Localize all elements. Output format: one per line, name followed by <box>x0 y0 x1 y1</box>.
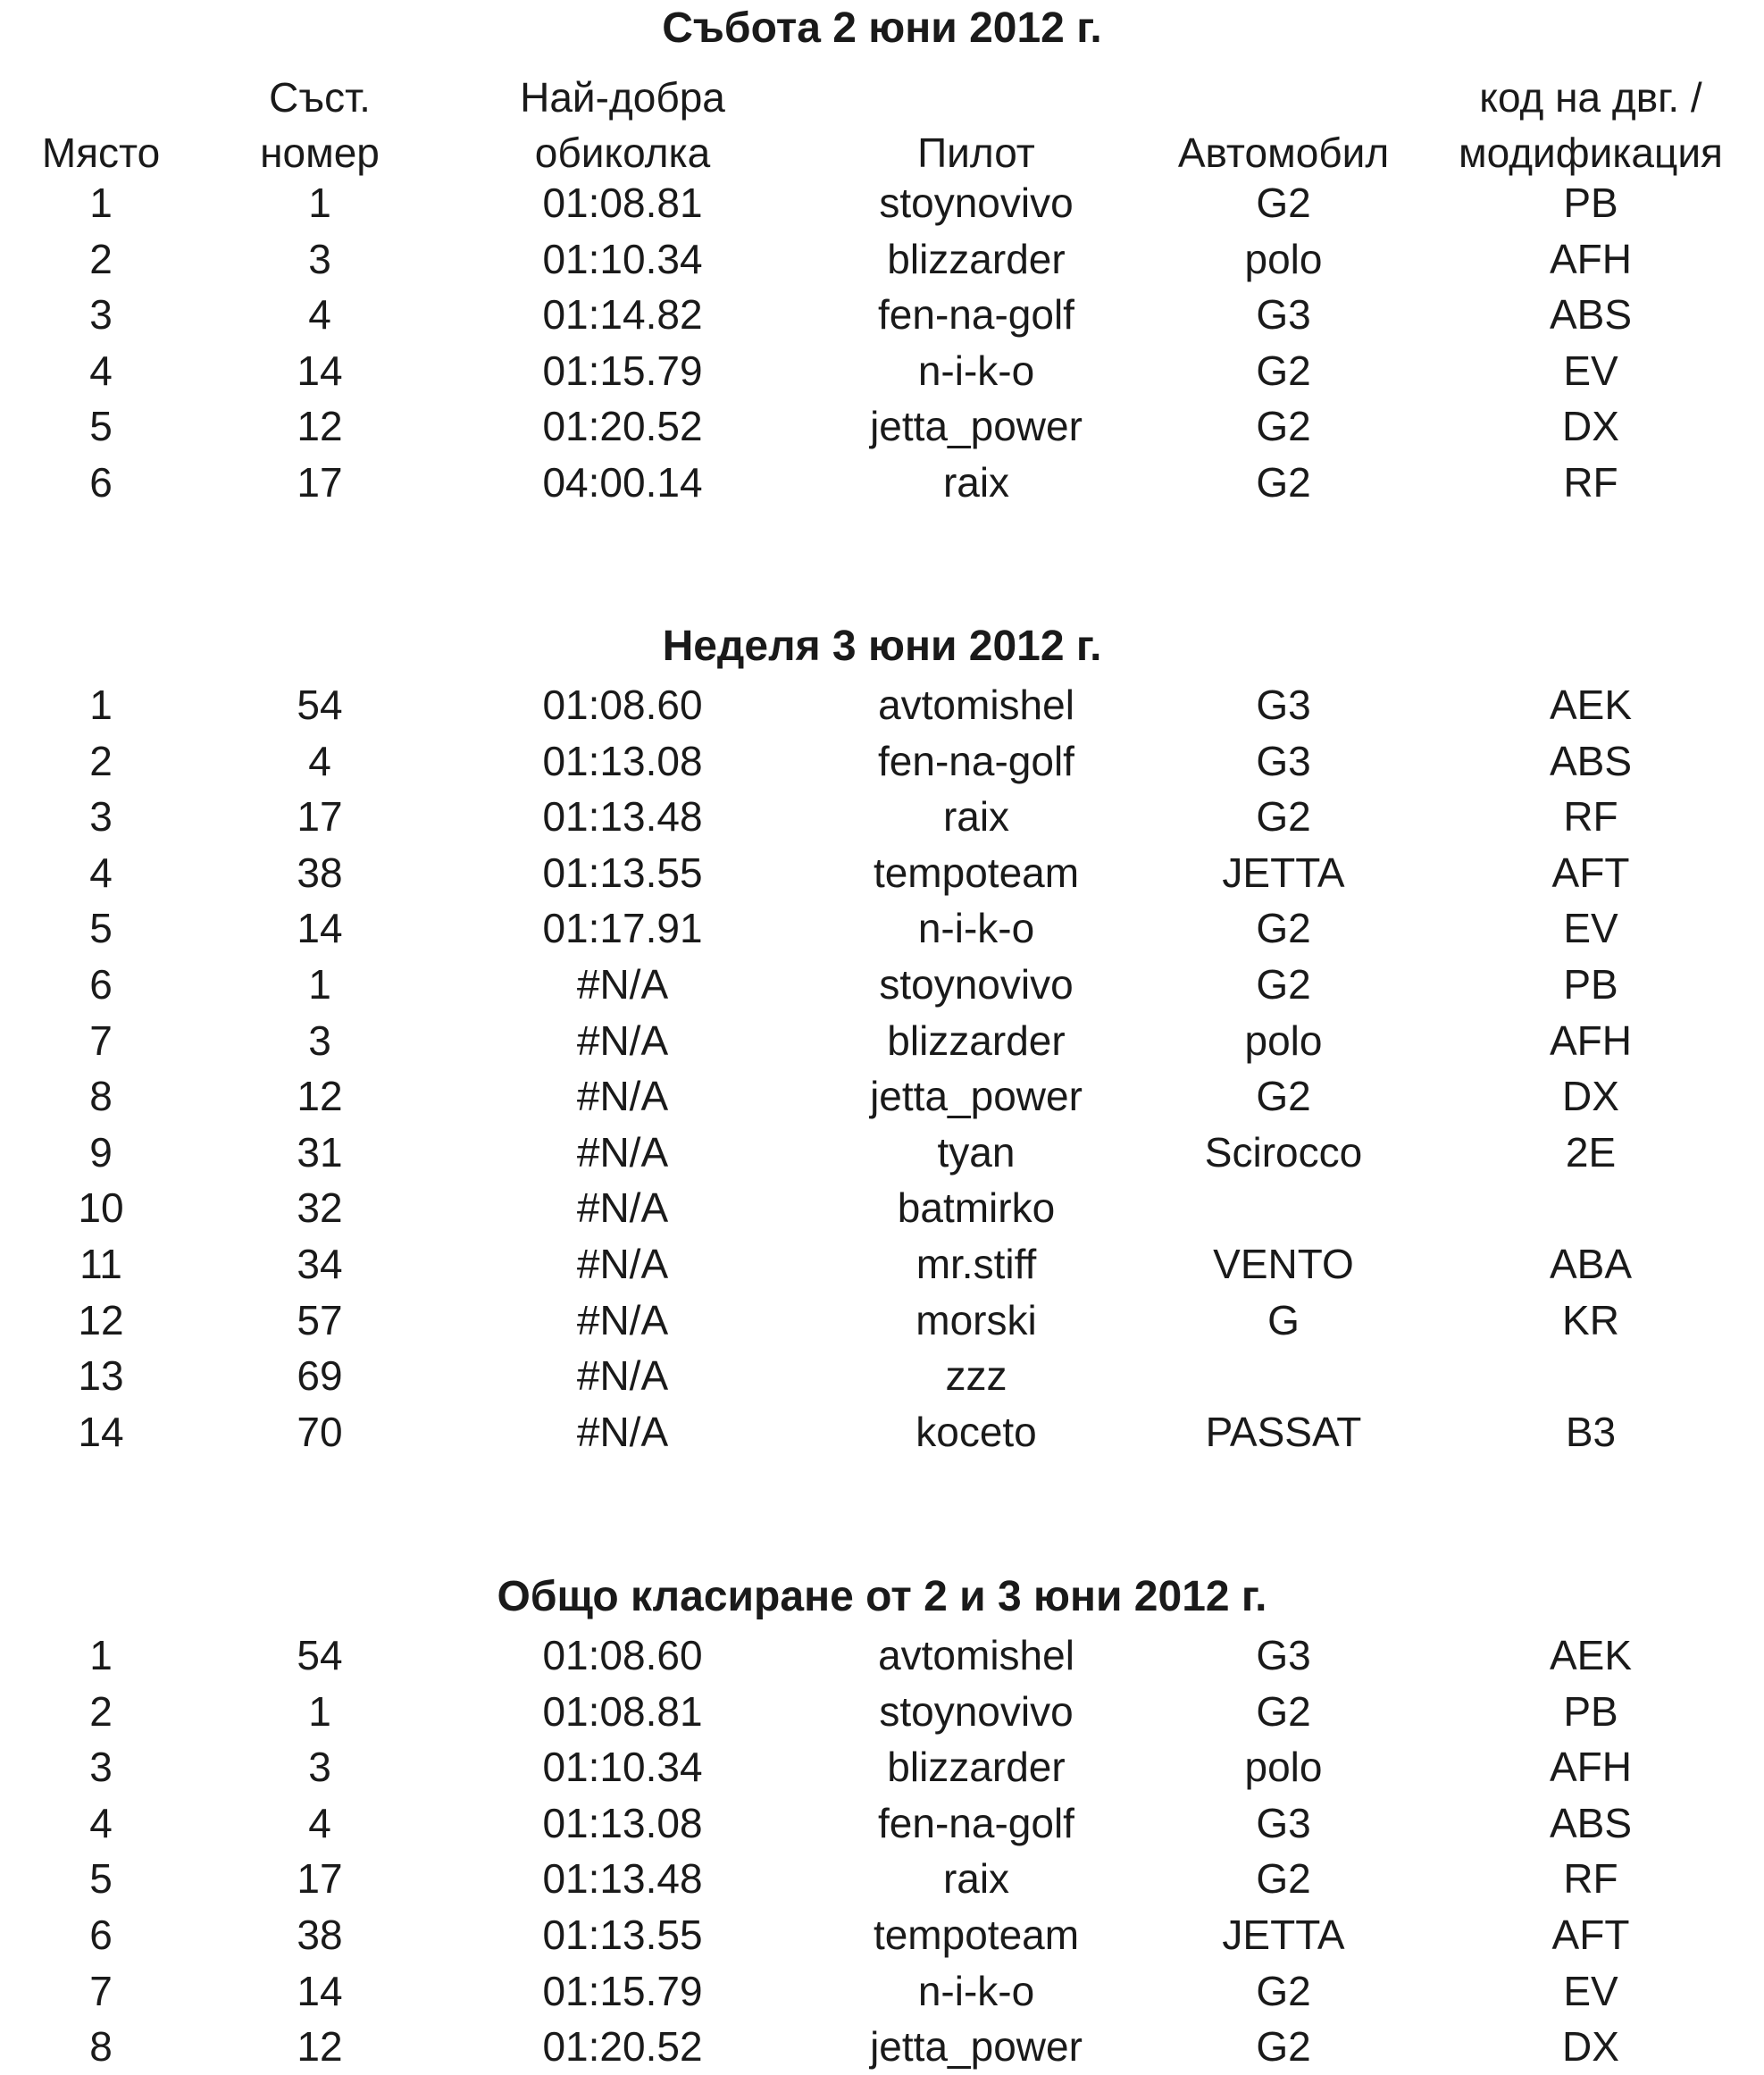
table-row <box>0 231 1764 288</box>
car-cell: JETTA <box>1222 1911 1345 1958</box>
best-lap-cell: 01:10.34 <box>542 235 703 282</box>
column-headers <box>0 68 1764 180</box>
car-cell: G2 <box>1256 180 1311 226</box>
number-cell: 57 <box>297 1296 343 1343</box>
driver-cell: tyan <box>937 1128 1016 1176</box>
best-lap-cell: 01:08.81 <box>542 180 703 226</box>
best-lap-cell: 01:14.82 <box>542 291 703 339</box>
number-cell: 12 <box>297 2023 343 2071</box>
car-cell: G2 <box>1256 905 1311 952</box>
car-cell: G2 <box>1256 458 1311 506</box>
table-row <box>0 677 1764 733</box>
driver-cell: mr.stiff <box>915 1240 1037 1287</box>
engine-cell: ABS <box>1549 737 1633 784</box>
number-cell: 31 <box>297 1128 343 1176</box>
engine-cell: PB <box>1563 180 1618 226</box>
number-cell: 14 <box>297 347 343 394</box>
table-row <box>0 1851 1764 1907</box>
best-lap-cell: 01:20.52 <box>542 2023 703 2071</box>
driver-cell: raix <box>942 793 1010 841</box>
table-row <box>0 1125 1764 1181</box>
driver-cell: blizzarder <box>887 235 1066 282</box>
car-cell: G3 <box>1256 1799 1311 1846</box>
car-cell: polo <box>1244 1744 1323 1791</box>
best-lap-cell: 01:13.48 <box>542 1855 703 1903</box>
engine-cell: RF <box>1563 793 1618 841</box>
sunday-title: Неделя 3 юни 2012 г. <box>662 623 1102 670</box>
best-lap-cell: #N/A <box>576 1296 669 1343</box>
best-lap-cell: 01:13.08 <box>542 737 703 784</box>
number-cell: 54 <box>297 682 343 728</box>
best-lap-cell: #N/A <box>576 960 669 1008</box>
header-number <box>230 68 409 180</box>
table-row <box>0 1348 1764 1404</box>
table-row <box>0 1795 1764 1852</box>
place-cell: 5 <box>89 905 113 952</box>
engine-cell: B3 <box>1565 1408 1617 1455</box>
table-row <box>0 343 1764 399</box>
driver-cell: fen-na-golf <box>878 1799 1074 1846</box>
place-cell: 3 <box>89 793 113 841</box>
best-lap-cell: 01:08.60 <box>542 1632 703 1678</box>
best-lap-cell: #N/A <box>576 1017 669 1064</box>
saturday-title: Събота 2 юни 2012 г. <box>662 4 1102 52</box>
table-row <box>0 455 1764 511</box>
table-row <box>0 900 1764 957</box>
place-cell: 2 <box>89 1687 113 1735</box>
best-lap-cell: 01:17.91 <box>542 905 703 952</box>
driver-cell: zzz <box>945 1352 1007 1400</box>
header-driver <box>807 68 1146 180</box>
number-cell: 14 <box>297 1967 343 2014</box>
number-cell: 1 <box>308 960 331 1008</box>
car-cell: polo <box>1244 235 1323 282</box>
place-cell: 3 <box>89 291 113 339</box>
place-cell: 8 <box>89 1073 113 1120</box>
place-cell: 6 <box>89 960 113 1008</box>
number-cell: 4 <box>308 737 331 784</box>
number-cell: 14 <box>297 905 343 952</box>
car-cell: G2 <box>1256 2023 1311 2071</box>
engine-cell: PB <box>1563 1687 1618 1735</box>
header-engine <box>1439 68 1743 180</box>
table-row <box>0 287 1764 343</box>
engine-cell: AFH <box>1550 1744 1632 1791</box>
table-row <box>0 1684 1764 1740</box>
driver-cell: fen-na-golf <box>878 737 1074 784</box>
engine-cell <box>1439 1348 1743 1404</box>
engine-cell: AEK <box>1549 682 1633 728</box>
driver-cell: tempoteam <box>873 1911 1080 1958</box>
engine-cell: KR <box>1562 1296 1619 1343</box>
header-place <box>29 68 172 180</box>
place-cell: 11 <box>79 1240 122 1287</box>
number-cell: 32 <box>297 1184 343 1232</box>
table-row <box>0 175 1764 231</box>
best-lap-cell: 01:15.79 <box>542 1967 703 2014</box>
place-cell: 7 <box>89 1967 113 2014</box>
car-cell: G3 <box>1256 737 1311 784</box>
best-lap-cell: #N/A <box>576 1240 669 1287</box>
driver-cell: stoynovivo <box>879 960 1074 1008</box>
number-cell: 3 <box>308 1744 331 1791</box>
table-row <box>0 1907 1764 1963</box>
driver-cell: stoynovivo <box>879 180 1074 226</box>
car-cell: G2 <box>1256 960 1311 1008</box>
place-cell: 9 <box>89 1128 113 1176</box>
best-lap-cell: 01:10.34 <box>542 1744 703 1791</box>
number-cell: 17 <box>297 793 343 841</box>
place-cell: 1 <box>89 682 113 728</box>
car-cell: polo <box>1244 1017 1323 1064</box>
driver-cell: raix <box>942 1855 1010 1903</box>
car-cell: G2 <box>1256 1073 1311 1120</box>
header-number-line-1: Съст. <box>269 74 371 121</box>
header-best-lap-line-2: обиколка <box>534 130 711 176</box>
engine-cell: PB <box>1563 960 1618 1008</box>
number-cell: 12 <box>297 403 343 450</box>
number-cell: 34 <box>297 1240 343 1287</box>
engine-cell: ABS <box>1549 291 1633 339</box>
header-best-lap <box>480 68 765 180</box>
engine-cell: AEK <box>1549 1632 1633 1678</box>
driver-cell: fen-na-golf <box>878 291 1074 339</box>
car-cell: G2 <box>1256 403 1311 450</box>
driver-cell: morski <box>915 1296 1037 1343</box>
engine-cell: DX <box>1562 2023 1619 2071</box>
car-cell: G2 <box>1256 1855 1311 1903</box>
header-number-line-2: номер <box>260 130 380 176</box>
engine-cell <box>1439 1180 1743 1236</box>
car-cell: G2 <box>1256 347 1311 394</box>
number-cell: 69 <box>297 1352 343 1400</box>
table-row <box>0 1627 1764 1684</box>
place-cell: 6 <box>89 458 113 506</box>
car-cell <box>1150 1348 1417 1404</box>
number-cell: 38 <box>297 1911 343 1958</box>
driver-cell: koceto <box>915 1408 1037 1455</box>
driver-cell: raix <box>942 458 1010 506</box>
best-lap-cell: #N/A <box>576 1352 669 1400</box>
number-cell: 17 <box>297 458 343 506</box>
driver-cell: jetta_power <box>870 2023 1083 2071</box>
engine-cell: ABA <box>1549 1240 1633 1287</box>
place-cell: 12 <box>78 1296 124 1343</box>
driver-cell: stoynovivo <box>879 1687 1074 1735</box>
place-cell: 2 <box>89 235 113 282</box>
driver-cell: n-i-k-o <box>917 347 1035 394</box>
place-cell: 1 <box>89 180 113 226</box>
table-row <box>0 2019 1764 2075</box>
header-car-line: Автомобил <box>1177 130 1390 176</box>
place-cell: 6 <box>89 1911 113 1958</box>
number-cell: 12 <box>297 1073 343 1120</box>
engine-cell: EV <box>1563 1967 1618 2014</box>
car-cell: Scirocco <box>1204 1128 1363 1176</box>
place-cell: 7 <box>89 1017 113 1064</box>
best-lap-cell: #N/A <box>576 1184 669 1232</box>
best-lap-cell: 01:13.08 <box>542 1799 703 1846</box>
table-row <box>0 845 1764 901</box>
number-cell: 4 <box>308 291 331 339</box>
driver-cell: avtomishel <box>878 1632 1074 1678</box>
number-cell: 70 <box>297 1408 343 1455</box>
table-row <box>0 398 1764 455</box>
best-lap-cell: 01:20.52 <box>542 403 703 450</box>
car-cell: G <box>1267 1296 1300 1343</box>
header-driver-line: Пилот <box>917 130 1035 176</box>
best-lap-cell: 01:13.48 <box>542 793 703 841</box>
car-cell: G2 <box>1256 1967 1311 2014</box>
driver-cell: jetta_power <box>870 403 1083 450</box>
table-row <box>0 789 1764 845</box>
car-cell <box>1150 1180 1417 1236</box>
number-cell: 1 <box>308 180 331 226</box>
driver-cell: n-i-k-o <box>917 905 1035 952</box>
number-cell: 38 <box>297 849 343 896</box>
table-row <box>0 1236 1764 1293</box>
header-engine-line-1: код на двг. / <box>1479 74 1702 121</box>
number-cell: 3 <box>308 235 331 282</box>
best-lap-cell: #N/A <box>576 1128 669 1176</box>
header-car <box>1150 68 1417 180</box>
car-cell: G3 <box>1256 291 1311 339</box>
car-cell: G2 <box>1256 1687 1311 1735</box>
engine-cell: EV <box>1563 347 1618 394</box>
best-lap-cell: 04:00.14 <box>542 458 703 506</box>
car-cell: G3 <box>1256 682 1311 728</box>
driver-cell: tempoteam <box>873 849 1080 896</box>
number-cell: 4 <box>308 1799 331 1846</box>
driver-cell: blizzarder <box>887 1744 1066 1791</box>
place-cell: 14 <box>78 1408 124 1455</box>
engine-cell: AFH <box>1550 1017 1632 1064</box>
best-lap-cell: 01:13.55 <box>542 849 703 896</box>
place-cell: 4 <box>89 347 113 394</box>
table-row <box>0 1068 1764 1125</box>
number-cell: 17 <box>297 1855 343 1903</box>
number-cell: 3 <box>308 1017 331 1064</box>
engine-cell: AFT <box>1551 849 1630 896</box>
best-lap-cell: 01:13.55 <box>542 1911 703 1958</box>
engine-cell: AFT <box>1551 1911 1630 1958</box>
place-cell: 3 <box>89 1744 113 1791</box>
place-cell: 4 <box>89 849 113 896</box>
overall-title: Общо класиране от 2 и 3 юни 2012 г. <box>497 1573 1267 1620</box>
engine-cell: 2E <box>1565 1128 1617 1176</box>
table-row <box>0 1293 1764 1349</box>
best-lap-cell: #N/A <box>576 1408 669 1455</box>
driver-cell: blizzarder <box>887 1017 1066 1064</box>
place-cell: 4 <box>89 1799 113 1846</box>
driver-cell: jetta_power <box>870 1073 1083 1120</box>
place-cell: 5 <box>89 403 113 450</box>
engine-cell: RF <box>1563 1855 1618 1903</box>
car-cell: VENTO <box>1213 1240 1354 1287</box>
place-cell: 8 <box>89 2023 113 2071</box>
place-cell: 5 <box>89 1855 113 1903</box>
header-best-lap-line-1: Най-добра <box>520 74 725 121</box>
table-row <box>0 1404 1764 1460</box>
header-place-line: Място <box>41 130 161 176</box>
engine-cell: EV <box>1563 905 1618 952</box>
best-lap-cell: 01:08.81 <box>542 1687 703 1735</box>
table-row <box>0 1739 1764 1795</box>
driver-cell: avtomishel <box>878 682 1074 728</box>
saturday-results <box>0 175 1764 511</box>
car-cell: JETTA <box>1222 849 1345 896</box>
car-cell: PASSAT <box>1205 1408 1362 1455</box>
table-row <box>0 1013 1764 1069</box>
table-row <box>0 957 1764 1013</box>
engine-cell: AFH <box>1550 235 1632 282</box>
number-cell: 1 <box>308 1687 331 1735</box>
table-row <box>0 1963 1764 2020</box>
engine-cell: RF <box>1563 458 1618 506</box>
driver-cell: n-i-k-o <box>917 1967 1035 2014</box>
engine-cell: DX <box>1562 1073 1619 1120</box>
overall-results <box>0 1627 1764 2075</box>
best-lap-cell: 01:08.60 <box>542 682 703 728</box>
engine-cell: DX <box>1562 403 1619 450</box>
car-cell: G2 <box>1256 793 1311 841</box>
sunday-results <box>0 677 1764 1460</box>
place-cell: 13 <box>78 1352 124 1400</box>
best-lap-cell: 01:15.79 <box>542 347 703 394</box>
place-cell: 1 <box>89 1632 113 1678</box>
car-cell: G3 <box>1256 1632 1311 1678</box>
place-cell: 10 <box>78 1184 124 1232</box>
header-engine-line-2: модификация <box>1459 130 1723 176</box>
number-cell: 54 <box>297 1632 343 1678</box>
engine-cell: ABS <box>1549 1799 1633 1846</box>
driver-cell: batmirko <box>897 1184 1056 1232</box>
best-lap-cell: #N/A <box>576 1073 669 1120</box>
table-row <box>0 1180 1764 1236</box>
table-row <box>0 733 1764 790</box>
place-cell: 2 <box>89 737 113 784</box>
